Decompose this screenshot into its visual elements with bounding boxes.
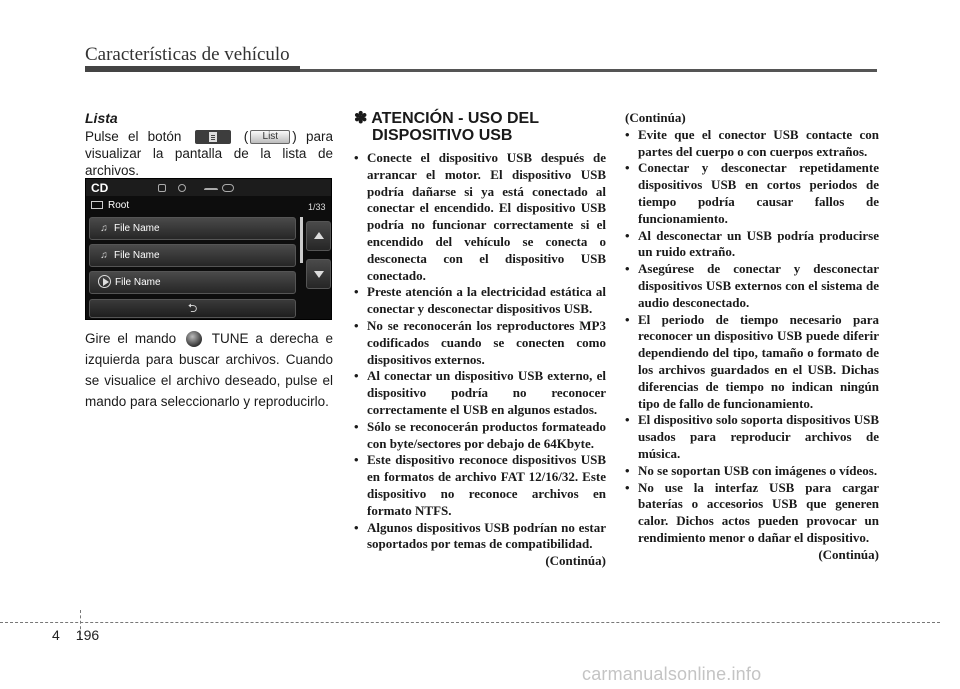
folder-name: Root — [108, 200, 130, 211]
play-icon — [98, 275, 111, 288]
scrollbar[interactable] — [300, 217, 303, 263]
intro-text-after: ) para visualizar la pantalla de la lista de archivos. — [85, 129, 333, 178]
file-name: File Name — [115, 277, 161, 288]
folder-row — [91, 200, 129, 211]
disc-icon — [178, 184, 186, 192]
list-item: • Al desconectar un USB podría producirse un ruido extraño. — [625, 228, 879, 262]
watermark: carmanualsonline.info — [582, 664, 762, 684]
page-number-value: 196 — [75, 627, 100, 643]
paren-open: ( — [243, 129, 249, 144]
list-item: • Conecte el dispositivo USB después de arrancar el motor. El dispositivo USB podría dañarse si ya está conectado al conectar el encendido. El dispositivo USB podría no funcionar correctamente si el encendido del vehículo se conecta o desconecta con el dispositivo USB conectado. — [354, 150, 606, 284]
list-hard-key-icon — [195, 130, 231, 144]
list-item: • El periodo de tiempo necesario para reconocer un dispositivo USB puede diferir dependiendo del tipo, tamaño o formato de los archivos guardados en el USB. Dichas diferencias de tiempo no indican ningún tipo de fallo de funcionamiento. — [625, 312, 879, 413]
continuation-heading: (Continúa) — [625, 110, 686, 125]
tune-paragraph — [85, 328, 333, 412]
file-name: File Name — [114, 250, 160, 261]
page-header-title: Características de vehículo — [85, 44, 290, 65]
attention-title-line1: ✽ ATENCIÓN - USO DEL — [354, 110, 539, 127]
ipod-icon — [222, 184, 234, 192]
header-tab — [85, 66, 300, 72]
list-item: • Sólo se reconocerán productos formateado con byte/sectores por debajo de 64Kbyte. — [354, 419, 606, 453]
music-note-icon: ♫ — [100, 250, 108, 261]
list-item: • No use la interfaz USB para cargar baterías o accesorios USB que generen calor. Dichos actos pueden provocar un rendimiento menor o dañar el dispositivo. — [625, 480, 879, 547]
scroll-up-button[interactable] — [306, 221, 331, 251]
list-item: • Conectar y desconectar repetidamente dispositivos USB en cortos periodos de tiempo podría causar fallos de funcionamiento. — [625, 160, 879, 227]
list-item: • Algunos dispositivos USB podrían no estar soportados por temas de compatibilidad. — [354, 520, 606, 554]
list-section — [85, 110, 333, 179]
continuation-list — [625, 127, 879, 547]
continued-label: (Continúa) — [545, 553, 606, 569]
mode-icon — [158, 184, 166, 192]
head-unit-screen — [85, 178, 332, 320]
arrow-down-icon — [314, 271, 324, 278]
page-number — [52, 627, 115, 643]
file-name: File Name — [114, 223, 160, 234]
list-item: • No se soportan USB con imágenes o vídeos. — [625, 463, 879, 480]
file-list-item[interactable] — [89, 271, 296, 294]
arrow-up-icon — [314, 232, 324, 239]
music-note-icon: ♫ — [100, 223, 108, 234]
back-button[interactable]: ⮌ — [89, 299, 296, 318]
attention-title-line2: DISPOSITIVO USB — [372, 127, 513, 144]
list-item: • Preste atención a la electricidad estática al conectar y desconectar dispositivos USB. — [354, 284, 606, 318]
chapter-number: 4 — [52, 627, 60, 643]
tune-text-before: Gire el mando — [85, 331, 177, 346]
list-item: • Asegúrese de conectar y desconectar dispositivos USB externos con el sistema de audio desconectado. — [625, 261, 879, 311]
tune-knob-icon — [186, 331, 202, 347]
continued-label: (Continúa) — [818, 546, 879, 562]
intro-text-before: Pulse el botón — [85, 129, 182, 144]
list-item: • Este dispositivo reconoce dispositivos USB en formatos de archivo FAT 12/16/32. Este dispositivo no reconoce archivos en formato NTFS. — [354, 452, 606, 519]
list-glyph-icon — [209, 132, 217, 142]
list-item: • No se reconocerán los reproductores MP3 codificados cuando se conecten como dispositivos externos. — [354, 318, 606, 368]
attention-box — [354, 110, 606, 570]
attention-title — [354, 110, 606, 144]
file-list-item[interactable] — [89, 217, 296, 240]
attention-list — [354, 150, 606, 553]
list-item: • El dispositivo solo soporta dispositivos USB usados para reproducir archivos de música. — [625, 412, 879, 462]
list-item: • Evite que el conector USB contacte con partes del cuerpo o con cuerpos extraños. — [625, 127, 879, 161]
section-subtitle: Lista — [85, 110, 118, 126]
source-label: CD — [91, 181, 109, 195]
list-intro-paragraph — [85, 128, 333, 179]
file-list-item[interactable] — [89, 244, 296, 267]
list-item: • Al conectar un dispositivo USB externo, el dispositivo podría no reconocer correctamente el USB en algunos estados. — [354, 368, 606, 418]
folder-icon — [91, 201, 103, 209]
tune-text-after: TUNE a derecha e izquierda para buscar archivos. Cuando se visualice el archivo deseado, pulse el mando para seleccionarlo y reproducirlo. — [85, 331, 333, 409]
continuation-box — [625, 110, 879, 564]
scroll-down-button[interactable] — [306, 259, 331, 289]
track-count: 1/33 — [308, 202, 326, 212]
usb-icon — [204, 188, 218, 196]
list-soft-button[interactable]: List — [250, 130, 290, 144]
footer-rule — [0, 622, 940, 623]
